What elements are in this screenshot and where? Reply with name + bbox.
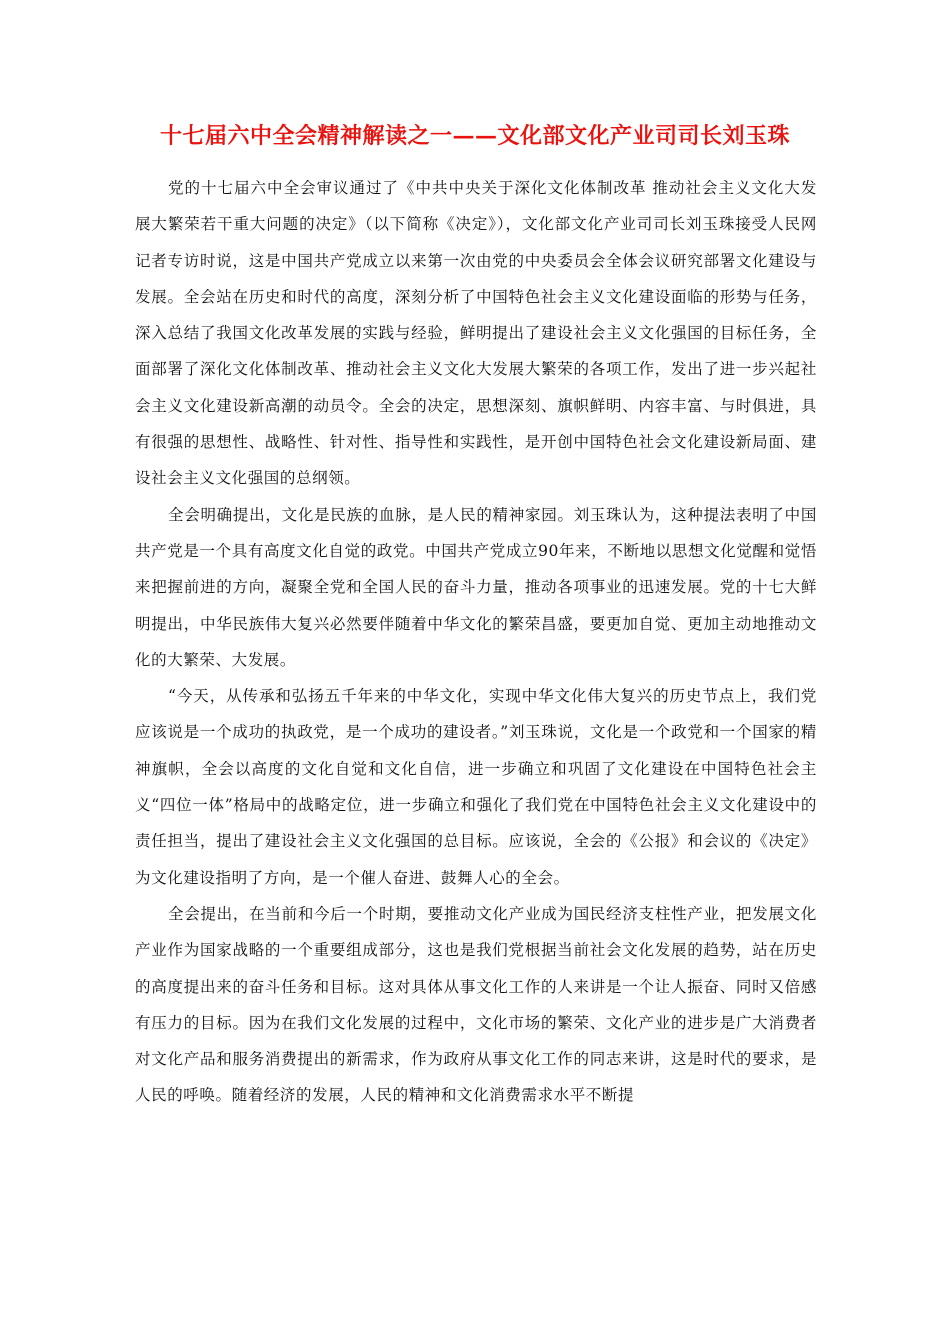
paragraph: 全会提出，在当前和今后一个时期，要推动文化产业成为国民经济支柱性产业，把发展文化产业作为国家战略的一个重要组成部分，这也是我们党根据当前社会文化发展的趋势，站在历史的高度提出来的奋斗任务和目标。这对具体从事文化工作的人来讲是一个让人振奋、同时又倍感有压力的目标。因为在我们文化发展的过程中，文化市场的繁荣、文化产业的进步是广大消费者对文化产品和服务消费提出的新需求，作为政府从事文化工作的同志来讲，这是时代的要求，是人民的呼唤。随着经济的发展，人民的精神和文化消费需求水平不断提 bbox=[135, 904, 817, 1105]
document-title: 十七届六中全会精神解读之一——文化部文化产业司司长刘玉珠 bbox=[159, 123, 790, 149]
paragraph: 全会明确提出，文化是民族的血脉，是人民的精神家园。刘玉珠认为，这种提法表明了中国共产党是一个具有高度文化自觉的政党。中国共产党成立90年来，不断地以思想文化觉醒和觉悟来把握前进的方向，凝聚全党和全国人民的奋斗力量，推动各项事业的迅速发展。党的十七大鲜明提出，中华民族伟大复兴必然要伴随着中华文化的繁荣昌盛，要更加自觉、更加主动地推动文化的大繁荣、大发展。 bbox=[135, 505, 817, 669]
paragraph: “今天，从传承和弘扬五千年来的中华文化，实现中华文化伟大复兴的历史节点上，我们党应该说是一个成功的执政党，是一个成功的建设者。”刘玉珠说，文化是一个政党和一个国家的精神旗帜，全会以高度的文化自觉和文化自信，进一步确立和巩固了文化建设在中国特色社会主义“四位一体”格局中的战略定位，进一步确立和强化了我们党在中国特色社会主义文化建设中的责任担当，提出了建设社会主义文化强国的总目标。应该说，全会的《公报》和会议的《决定》为文化建设指明了方向，是一个催人奋进、鼓舞人心的全会。 bbox=[135, 687, 817, 887]
paragraph: 党的十七届六中全会审议通过了《中共中央关于深化文化体制改革 推动社会主义文化大发展大繁荣若干重大问题的决定》（以下简称《决定》），文化部文化产业司司长刘玉珠接受人民网记者专访时说，这是中国共产党成立以来第一次由党的中央委员会全体会议研究部署文化建设与发展。全会站在历史和时代的高度，深刻分析了中国特色社会主义文化建设面临的形势与任务，深入总结了我国文化改革发展的实践与经验，鲜明提出了建设社会主义文化强国的目标任务，全面部署了深化文化体制改革、推动社会主义文化大发展大繁荣的各项工作，发出了进一步兴起社会主义文化建设新高潮的动员令。全会的决定，思想深刻、旗帜鲜明、内容丰富、与时俱进，具有很强的思想性、战略性、针对性、指导性和实践性，是开创中国特色社会文化建设新局面、建设社会主义文化强国的总纲领。 bbox=[135, 179, 817, 488]
document-body bbox=[135, 170, 817, 1114]
